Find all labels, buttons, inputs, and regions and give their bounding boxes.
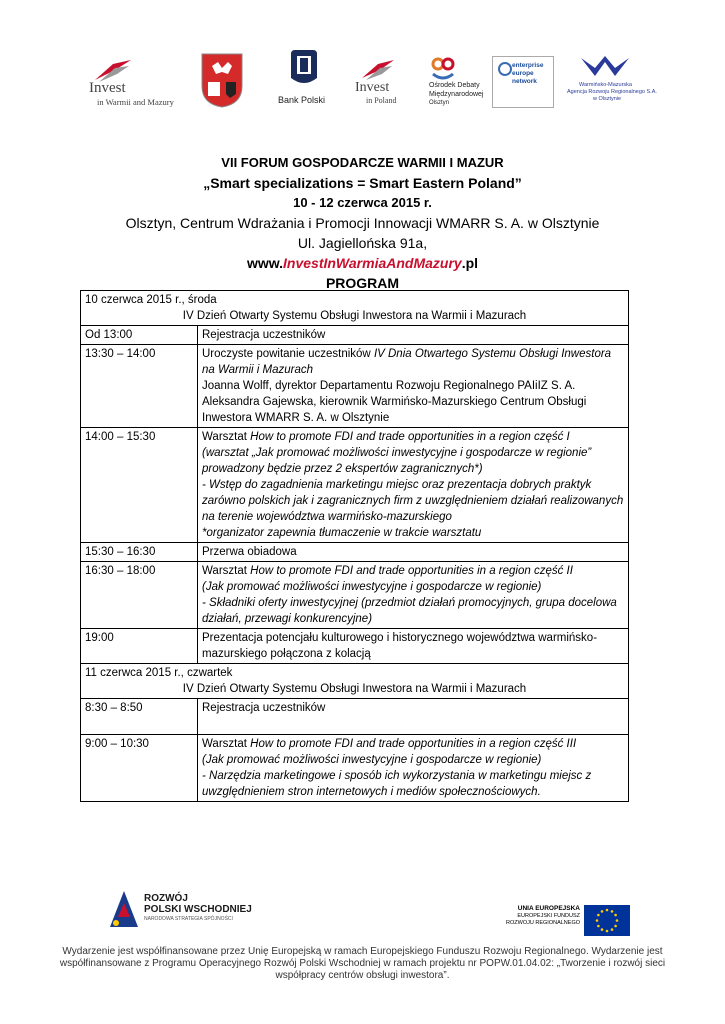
pko-logo xyxy=(275,40,335,120)
program-table xyxy=(80,290,629,802)
event-title: VII FORUM GOSPODARCZE WARMII I MAZUR xyxy=(221,155,504,170)
footer-funding-text: Wydarzenie jest współfinansowane przez Unię Europejską w ramach Europejskiego Funduszu Rozwoju Regionalnego. Wydarzenie jest współfinansowane z Programu Operacyjnego Rozwój Polski Wschodniej w ramach projektu nr POPW.01.04.02: „Tworzenie i rozwój sieci współpracy centrów obsługi inwestora”. xyxy=(59,946,666,981)
invest-poland-logo xyxy=(350,40,410,120)
invest-poland-line1: Invest xyxy=(355,80,390,95)
event-subtitle: „Smart specializations = Smart Eastern Poland” xyxy=(203,175,522,191)
row-note: - Wstęp do zagadnienia marketingu miejsc oraz prezentacja dobrych praktyk zarówno polskich jak i zagranicznych firm z uwzględnieniem działań realizowanych na terenie województwa warmińsko-mazurskiego xyxy=(202,479,624,523)
row-line: Joanna Wolff, dyrektor Departamentu Rozwoju Regionalnego PAIiIZ S. A. xyxy=(202,380,576,392)
agencja-line3: w Olsztynie xyxy=(593,96,622,102)
row-time: 8:30 – 8:50 xyxy=(81,699,198,735)
agencja-line2: Agencja Rozwoju Regionalnego S.A. xyxy=(567,89,657,95)
row-time: 19:00 xyxy=(81,629,198,664)
row-title-italic: How to promote FDI and trade opportunities in a region część III xyxy=(250,738,577,750)
row-time: 15:30 – 16:30 xyxy=(81,543,198,562)
invest-warmia-logo xyxy=(85,40,190,120)
een-icon xyxy=(498,62,512,76)
invest-warmia-line2: in Warmii and Mazury xyxy=(97,97,174,107)
agencja-icon xyxy=(579,54,631,80)
footer-logos xyxy=(0,885,725,945)
osrodek-logo xyxy=(425,40,490,120)
day-header-row xyxy=(81,664,629,699)
row-note: (warsztat „Jak promować możliwości inwestycyjne i gospodarcze w regionie” prowadzony będzie przez 2 ekspertów zagranicznych*) xyxy=(202,447,592,475)
rpw-line2: POLSKI WSCHODNIEJ xyxy=(144,904,252,915)
row-line: Aleksandra Gajewska, kierownik Warmińsko-Mazurskiego Centrum Obsługi Inwestora WMARR S. A. w Olsztynie xyxy=(202,396,587,424)
row-content xyxy=(198,345,629,428)
osrodek-line2: Międzynarodowej xyxy=(429,91,484,98)
row-title-italic: How to promote FDI and trade opportunities in a region część I xyxy=(250,431,570,443)
day2-title: IV Dzień Otwarty Systemu Obsługi Inwestora na Warmii i Mazurach xyxy=(182,683,527,695)
program-heading: PROGRAM xyxy=(325,275,400,291)
row-title-italic: IV Dnia Otwartego Systemu Obsługi Inwestora na Warmii i Mazurach xyxy=(202,348,612,376)
header-logos xyxy=(0,40,725,120)
day1-title: IV Dzień Otwarty Systemu Obsługi Inwestora na Warmii i Mazurach xyxy=(182,310,527,322)
row-note: (Jak promować możliwości inwestycyjne i gospodarcze w regionie) xyxy=(202,754,542,766)
row-title xyxy=(202,563,624,579)
row-title-plain: Warsztat xyxy=(202,431,251,443)
day2-header xyxy=(81,664,629,699)
row-time: 13:30 – 14:00 xyxy=(81,345,198,428)
row-title xyxy=(202,429,624,445)
event-street: Ul. Jagiellońska 91a, xyxy=(297,235,428,251)
row-time: 16:30 – 18:00 xyxy=(81,562,198,629)
eu-flag-icon xyxy=(584,905,630,936)
row-title xyxy=(202,346,624,378)
row-note: - Składniki oferty inwestycyjnej (przedmiot działań promocyjnych, grupa docelowa działań, przewagi konkurencyjne) xyxy=(202,597,617,625)
een-logo xyxy=(492,40,554,120)
eu-text xyxy=(500,905,580,927)
invest-warmia-line1: Invest xyxy=(89,80,126,96)
rpw-line3: NARODOWA STRATEGIA SPÓJNOŚCI xyxy=(144,916,233,922)
eu-line2: EUROPEJSKI FUNDUSZ xyxy=(517,913,580,919)
rpw-logo xyxy=(108,885,258,935)
row-title-italic: How to promote FDI and trade opportunities in a region część II xyxy=(250,565,573,577)
web-prefix: www. xyxy=(246,255,284,271)
osrodek-line3: Olsztyn xyxy=(429,100,450,106)
swoosh-icon xyxy=(360,58,396,82)
row-note: (Jak promować możliwości inwestycyjne i gospodarcze w regionie) xyxy=(202,581,542,593)
row-content xyxy=(198,428,629,543)
row-time: 14:00 – 15:30 xyxy=(81,428,198,543)
osrodek-icon xyxy=(429,56,457,80)
table-row xyxy=(81,543,629,562)
een-line2: europe xyxy=(512,70,534,77)
table-row xyxy=(81,562,629,629)
day1-header xyxy=(81,291,629,326)
row-title-plain: Warsztat xyxy=(202,565,251,577)
agencja-logo xyxy=(565,40,657,120)
row-title: Prezentacja potencjału kulturowego i historycznego województwa warmińsko-mazurskiego połączona z kolacją xyxy=(198,629,629,664)
row-content xyxy=(198,735,629,802)
table-row xyxy=(81,345,629,428)
row-title-plain: Uroczyste powitanie uczestników xyxy=(202,348,374,360)
table-row xyxy=(81,326,629,345)
osrodek-line1: Ośrodek Debaty xyxy=(429,82,480,89)
row-time: 9:00 – 10:30 xyxy=(81,735,198,802)
table-row xyxy=(81,629,629,664)
day1-date: 10 czerwca 2015 r., środa xyxy=(85,294,217,306)
row-title: Przerwa obiadowa xyxy=(198,543,629,562)
event-dates: 10 - 12 czerwca 2015 r. xyxy=(293,195,432,210)
day-header-row xyxy=(81,291,629,326)
coat-of-arms-logo xyxy=(200,40,246,120)
pko-caption: Bank Polski xyxy=(278,95,326,105)
event-place: Olsztyn, Centrum Wdrażania i Promocji Innowacji WMARR S. A. w Olsztynie xyxy=(125,215,600,231)
table-row xyxy=(81,428,629,543)
agencja-line1: Warmińsko-Mazurska xyxy=(579,82,632,88)
rpw-line1: ROZWÓJ xyxy=(144,893,188,904)
row-title xyxy=(202,736,624,752)
row-content xyxy=(198,562,629,629)
event-website[interactable] xyxy=(70,253,655,273)
table-row xyxy=(81,735,629,802)
een-line1: enterprise xyxy=(512,62,544,69)
row-title: Rejestracja uczestników xyxy=(198,326,629,345)
een-line3: network xyxy=(512,78,537,85)
web-highlight: InvestInWarmiaAndMazury xyxy=(283,255,462,271)
eu-line1: UNIA EUROPEJSKA xyxy=(517,905,580,912)
row-title: Rejestracja uczestników xyxy=(198,699,629,735)
table-row xyxy=(81,699,629,735)
rpw-icon xyxy=(108,889,140,929)
web-suffix: .pl xyxy=(461,255,479,271)
row-title-plain: Warsztat xyxy=(202,738,251,750)
row-note: *organizator zapewnia tłumaczenie w trakcie warsztatu xyxy=(202,527,482,539)
invest-poland-line2: in Poland xyxy=(366,96,397,105)
pko-icon xyxy=(287,48,321,90)
day2-date: 11 czerwca 2015 r., czwartek xyxy=(85,667,233,679)
row-time: Od 13:00 xyxy=(81,326,198,345)
coat-of-arms-icon xyxy=(200,52,244,108)
eu-line3: ROZWOJU REGIONALNEGO xyxy=(506,920,580,926)
document-header xyxy=(70,153,655,293)
row-note: - Narzędzia marketingowe i sposób ich wykorzystania w marketingu miejsc z uwzględnieniem stron internetowych i mediów społecznościowych. xyxy=(202,770,592,798)
